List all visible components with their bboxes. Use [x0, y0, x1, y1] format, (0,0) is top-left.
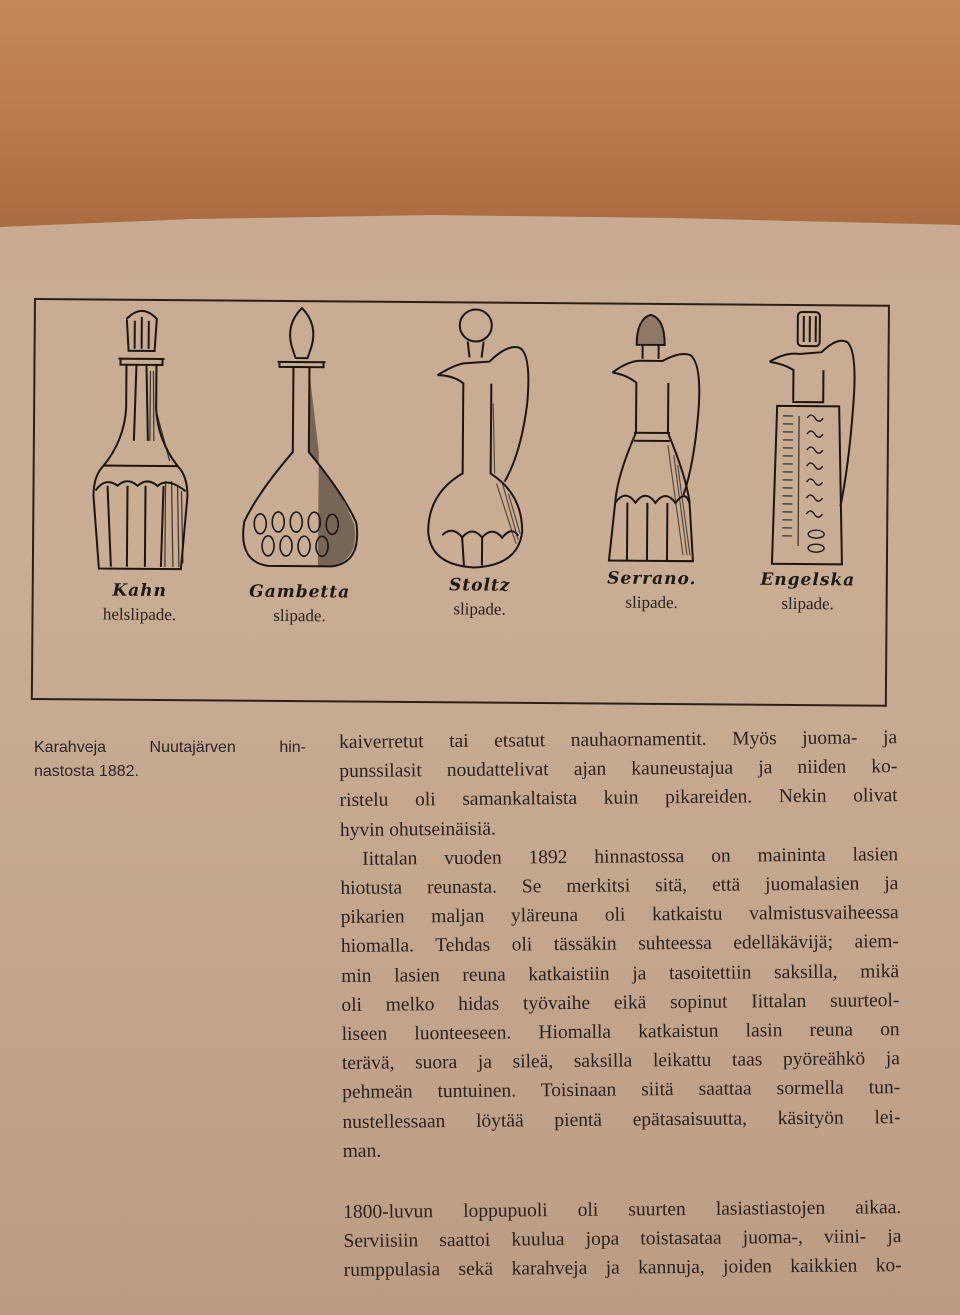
text-line: rumppulasia sekä karahveja ja kannuja, joiden kaikkien ko- — [343, 1255, 902, 1282]
plate-item-desc: helslipade. — [102, 604, 177, 625]
text-line: Iittalan vuoden 1892 hinnastossa on maininta lasien — [362, 843, 899, 870]
text-line: hiotusta reunasta. Se merkitsi sitä, että juomalasien ja — [340, 873, 899, 900]
plate-item-serrano — [582, 304, 724, 613]
plate-item-desc: slipade. — [273, 605, 326, 626]
caption-line: nastosta 1882. — [34, 763, 139, 780]
jug-engelska-icon — [758, 306, 860, 571]
figure-caption — [34, 736, 306, 784]
paragraph-3 — [343, 1193, 902, 1285]
illustration-plate — [31, 298, 890, 707]
plate-item-name: Kahn — [112, 580, 168, 602]
plate-item-name: Engelska — [760, 569, 856, 591]
text-line: nustellessaan löytää pientä epätasaisuutta, käsityön lei- — [342, 1106, 901, 1133]
paragraph-2 — [340, 840, 901, 1166]
plate-item-engelska — [738, 306, 880, 615]
paragraph-1 — [339, 723, 898, 845]
text-line: liseen luonteeseen. Hiomalla katkaistun lasin reuna on — [341, 1019, 900, 1046]
plate-item-desc: slipade. — [625, 592, 678, 613]
plate-item-name: Serrano. — [607, 568, 697, 590]
plate-item-desc: slipade. — [781, 593, 834, 614]
wooden-table-background — [0, 0, 960, 230]
plate-item-kahn — [69, 300, 212, 625]
plate-item-gambetta — [229, 302, 372, 627]
body-text — [339, 723, 902, 1286]
plate-item-name: Stoltz — [448, 575, 511, 596]
text-line: 1800-luvun loppupuoli oli suurten lasiastiastojen aikaa. — [343, 1197, 902, 1224]
text-line: punssilasit noudattelivat ajan kauneustajua ja niiden ko- — [339, 756, 898, 783]
jug-stoltz-icon — [418, 303, 544, 576]
text-line: pikarien maljan yläreuna oli katkaistu valmistusvaiheessa — [340, 902, 899, 929]
text-line: ristelu oli samankaltaista kuin pikareiden. Nekin olivat — [339, 785, 898, 812]
jug-serrano-icon — [597, 304, 709, 569]
text-line: terävä, suora ja sileä, saksilla leikattu taas pyöreähkö ja — [341, 1048, 901, 1075]
caption-line: Karahveja Nuutajärven hin- — [34, 739, 306, 756]
plate-item-stoltz — [409, 303, 551, 620]
text-line: pehmeän tuntuinen. Toisinaan siitä saattaa sormella tun- — [342, 1077, 901, 1104]
text-line: hyvin ohutseinäisiä. — [339, 818, 496, 841]
text-line: man. — [342, 1140, 382, 1162]
text-line: oli melko hidas työvaihe eikä sopinut Iittalan suurteol- — [341, 989, 900, 1016]
text-line: Serviisiin saattoi kuulua jopa toistasataa juoma-, viini- ja — [343, 1226, 902, 1253]
text-line: min lasien reuna katkaistiin ja tasoitettiin saksilla, mikä — [341, 960, 900, 987]
text-line: hiomalla. Tehdas oli tässäkin suhteessa edelläkävijä; aiem- — [340, 931, 899, 958]
plate-item-desc: slipade. — [453, 599, 506, 619]
text-line: kaiverretut tai etsatut nauhaornamentit. Myös juoma- ja — [339, 727, 898, 753]
decanter-gambetta-icon — [238, 302, 364, 583]
decanter-kahn-icon — [85, 300, 197, 581]
plate-item-name: Gambetta — [249, 581, 351, 603]
